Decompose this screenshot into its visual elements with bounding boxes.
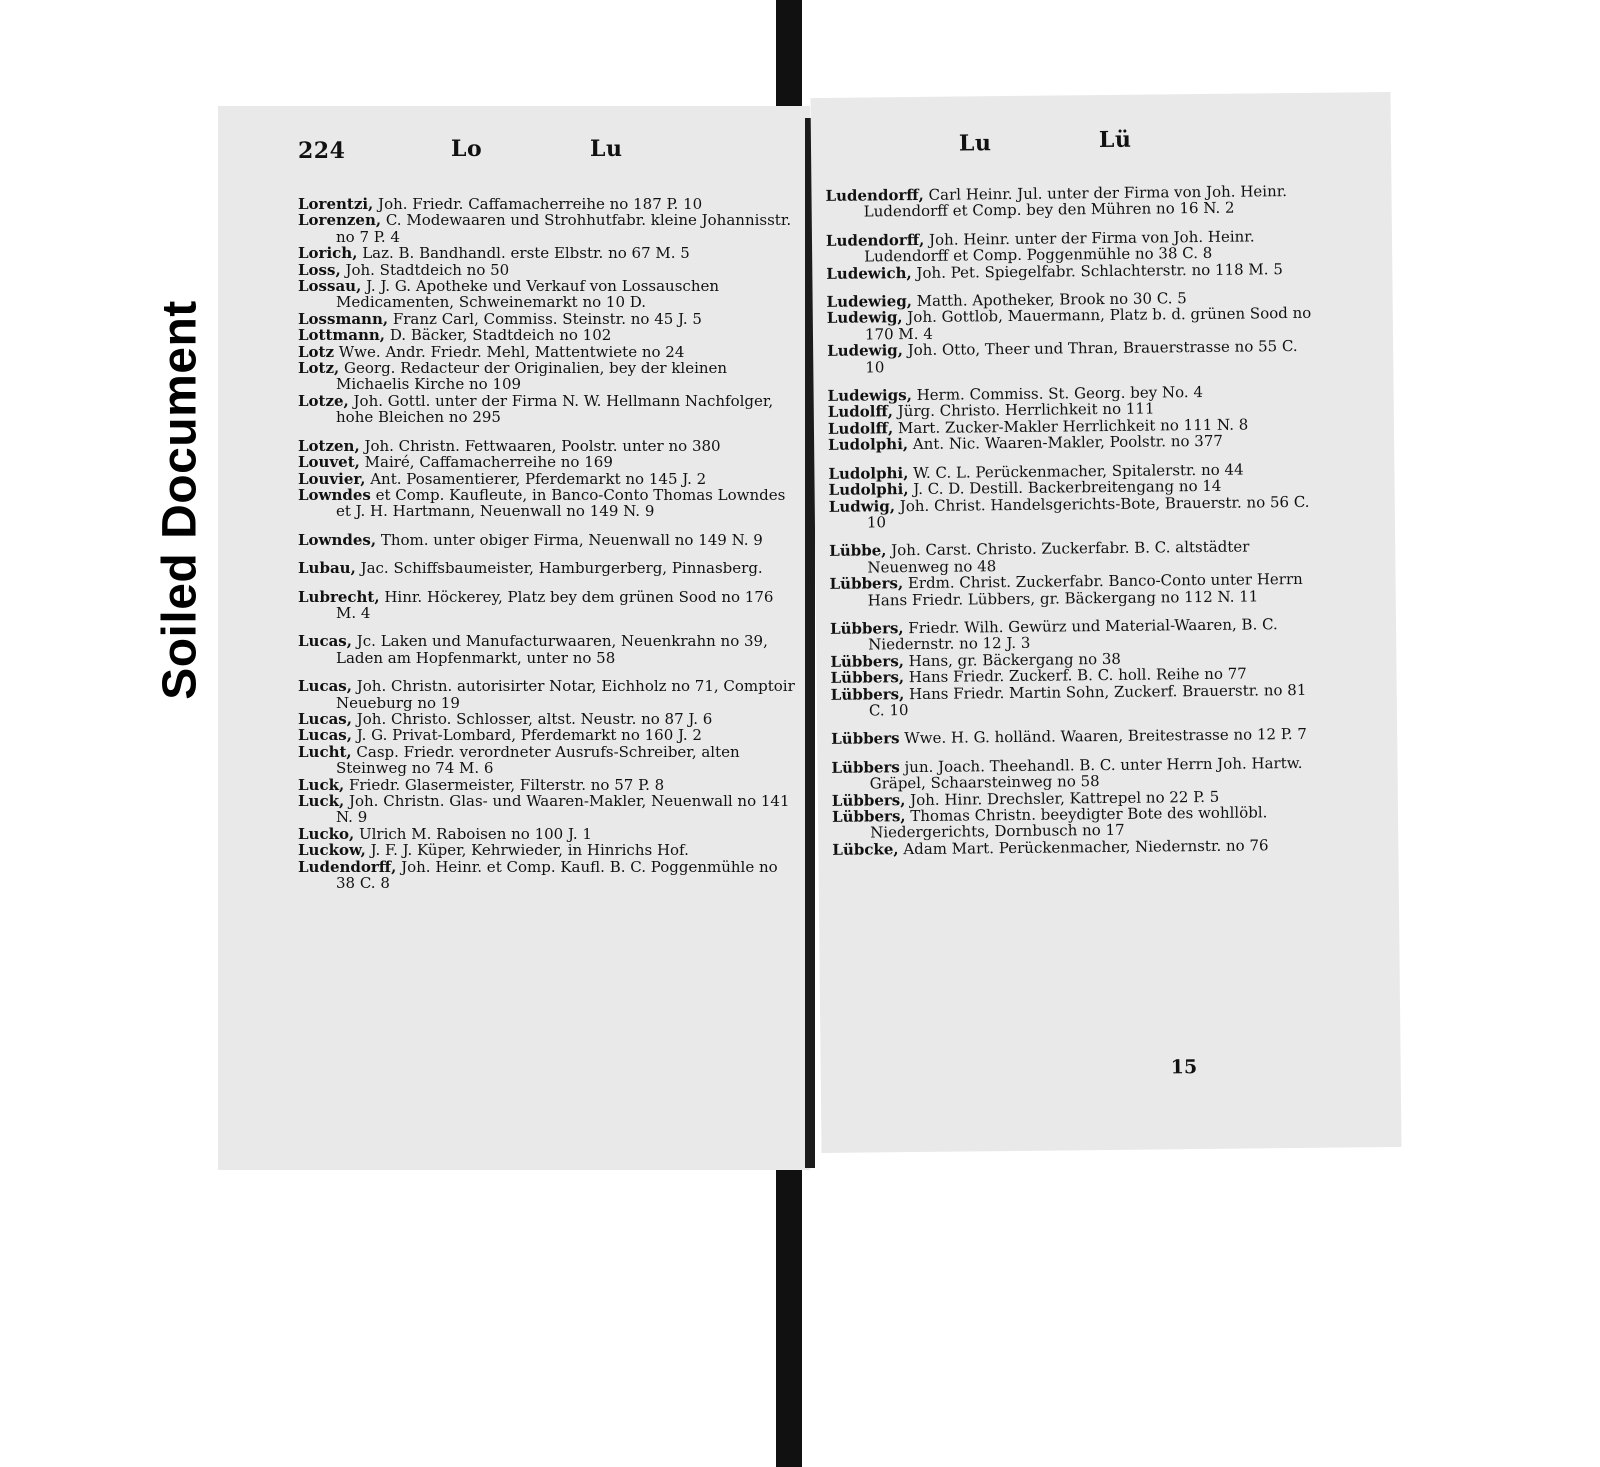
entry-surname: Lübbers, — [829, 574, 904, 594]
entry-details: Hans Friedr. Zuckerf. B. C. holl. Reihe no 77 — [904, 664, 1247, 687]
entry-surname: Lorentzi, — [298, 195, 374, 213]
entry-details: Joh. Carst. Christo. Zuckerfabr. B. C. altstädter Neuenweg no 48 — [867, 537, 1250, 577]
directory-entry — [298, 454, 796, 470]
entry-details: Joh. Christ. Handelsgerichts-Bote, Brauerstr. no 56 C. 10 — [866, 492, 1310, 532]
directory-entry — [298, 842, 796, 858]
entry-details: Joh. Gottlob, Mauermann, Platz b. d. grünen Sood no 170 M. 4 — [864, 304, 1312, 344]
entry-details: J. J. G. Apotheke und Verkauf von Lossauschen Medicamenten, Schweinemarkt no 10 D. — [336, 277, 720, 312]
entry-details: Ulrich M. Raboisen no 100 J. 1 — [354, 824, 592, 843]
entry-surname: Lübbers, — [830, 668, 905, 688]
entry-details: et Comp. Kaufleute, in Banco-Conto Thomas Lowndes et J. H. Hartmann, Neuenwall no 149 N. 9 — [336, 485, 786, 521]
left-page — [218, 106, 810, 1170]
directory-entry — [298, 744, 796, 777]
directory-entry — [298, 560, 796, 576]
entry-details: Jc. Laken und Manufacturwaaren, Neuenkrahn no 39, Laden am Hopfenmarkt, unter no 58 — [336, 632, 768, 667]
entry-details: Friedr. Glasermeister, Filterstr. no 57 P. 8 — [344, 775, 665, 794]
entry-details: Wwe. Andr. Friedr. Mehl, Mattentwiete no 24 — [334, 342, 685, 361]
signature-mark: 15 — [1170, 1056, 1198, 1079]
directory-entry — [829, 493, 1319, 531]
entry-details: Laz. B. Bandhandl. erste Elbstr. no 67 M. 5 — [357, 244, 690, 263]
directory-entry — [298, 262, 796, 278]
entry-details: D. Bäcker, Stadtdeich no 102 — [385, 326, 612, 345]
entry-details: Casp. Friedr. verordneter Ausrufs-Schreiber, alten Steinweg no 74 M. 6 — [336, 742, 740, 778]
entry-details: Joh. Stadtdeich no 50 — [340, 260, 510, 279]
entry-details: Carl Heinr. Jul. unter der Firma von Joh. Heinr. Ludendorff et Comp. bey den Mühren no 16 N. 2 — [863, 182, 1288, 221]
entry-surname: Lucas, — [298, 726, 352, 745]
entry-surname: Lübbers, — [831, 807, 906, 826]
directory-entry — [298, 360, 796, 393]
entry-details: Joh. Christo. Schlosser, altst. Neustr. no 87 J. 6 — [351, 709, 713, 728]
guide-word-first: Lo — [451, 136, 483, 162]
directory-entry — [298, 278, 796, 311]
directory-entry — [831, 726, 1321, 748]
entry-surname: Lucas, — [298, 632, 352, 651]
directory-entry — [831, 681, 1321, 719]
entry-details: Georg. Redacteur der Originalien, bey der kleinen Michaelis Kirche no 109 — [336, 359, 728, 394]
entry-surname: Ludewig, — [827, 341, 904, 361]
entry-surname: Ludolff, — [827, 402, 894, 422]
directory-entries — [298, 196, 796, 891]
directory-entry — [298, 711, 796, 727]
stamp-text: Soiled Document — [153, 300, 207, 700]
entry-details: Ant. Nic. Waaren-Makler, Poolstr. no 377 — [907, 432, 1223, 454]
directory-entry — [825, 183, 1315, 221]
entry-surname: Louvet, — [298, 453, 360, 472]
entry-details: Thomas Christn. beeydigter Bote des wohllöbl. Niedergerichts, Dornbusch no 17 — [870, 803, 1268, 842]
entry-surname: Lübbers, — [829, 619, 904, 638]
entry-surname: Luck, — [298, 792, 345, 810]
entry-surname: Lowndes, — [298, 530, 377, 549]
entry-surname: Ludwig, — [828, 496, 896, 516]
entry-details: Joh. Otto, Theer und Thran, Brauerstrasse no 55 C. 10 — [865, 337, 1298, 377]
entry-surname: Lübcke, — [832, 839, 899, 859]
entry-details: Joh. Heinr. et Comp. Kaufl. B. C. Poggenmühle no 38 C. 8 — [336, 857, 778, 893]
entry-surname: Lucas, — [298, 709, 352, 728]
directory-entry — [298, 826, 796, 842]
entry-surname: Lorenzen, — [298, 211, 382, 230]
binding-clip-top — [776, 0, 802, 118]
entry-surname: Lossmann, — [298, 309, 389, 328]
directory-entry — [298, 777, 796, 793]
entry-surname: Ludolphi, — [828, 435, 909, 455]
entry-surname: Lowndes — [298, 485, 371, 504]
entry-details: Joh. Christn. autorisirter Notar, Eichholz no 71, Comptoir Neueburg no 19 — [336, 677, 795, 712]
entry-details: Joh. Christn. Fettwaaren, Poolstr. unter no 380 — [359, 436, 721, 455]
entry-details: Matth. Apotheker, Brook no 30 C. 5 — [911, 289, 1187, 311]
entry-surname: Luckow, — [298, 841, 366, 860]
entry-details: Mart. Zucker-Makler Herrlichkeit no 111 N. 8 — [893, 415, 1249, 438]
entry-surname: Ludolff, — [827, 419, 894, 438]
directory-entry — [298, 344, 796, 360]
entry-details: Joh. Hinr. Drechsler, Kattrepel no 22 P. 5 — [905, 787, 1220, 809]
entry-details: Joh. Heinr. unter der Firma von Joh. Heinr. Ludendorff et Comp. Poggenmühle no 38 C. 8 — [864, 227, 1255, 266]
directory-entry — [831, 755, 1321, 793]
entry-details: J. C. D. Destill. Backerbreitengang no 14 — [908, 476, 1222, 499]
entry-surname: Luck, — [298, 775, 345, 794]
directory-entry — [298, 589, 796, 622]
entry-surname: Lübbers, — [831, 790, 906, 810]
entry-surname: Louvier, — [298, 469, 366, 488]
entry-details: Mairé, Caffamacherreihe no 169 — [359, 453, 613, 472]
entry-details: Joh. Friedr. Caffamacherreihe no 187 P. 10 — [373, 195, 703, 213]
entry-details: Thom. unter obiger Firma, Neuenwall no 149 N. 9 — [376, 530, 763, 549]
entry-details: W. C. L. Perückenmacher, Spitalerstr. no 44 — [908, 460, 1244, 482]
entry-details: C. Modewaaren und Strohhutfabr. kleine Johannisstr. no 7 P. 4 — [336, 211, 792, 246]
entry-surname: Lübbers, — [830, 684, 905, 704]
entry-surname: Lorich, — [298, 244, 358, 263]
entry-details: Joh. Gottl. unter der Firma N. W. Hellmann Nachfolger, hohe Bleichen no 295 — [336, 391, 774, 427]
directory-entry — [298, 311, 796, 327]
entry-surname: Ludolphi, — [828, 480, 909, 499]
directory-entry — [298, 212, 796, 245]
entry-details: Wwe. H. G. holländ. Waaren, Breitestrasse no 12 P. 7 — [899, 725, 1308, 748]
directory-entry — [298, 196, 796, 212]
directory-entry — [832, 837, 1322, 859]
directory-entry — [828, 432, 1318, 454]
entry-surname: Lubrecht, — [298, 587, 380, 606]
directory-entry — [298, 471, 796, 487]
directory-entry — [298, 532, 796, 548]
directory-entry — [829, 571, 1319, 609]
entry-details: J. F. J. Küper, Kehrwieder, in Hinrichs Hof. — [365, 841, 689, 860]
entry-details: Friedr. Wilh. Gewürz und Material-Waaren, B. C. Niedernstr. no 12 J. 3 — [868, 615, 1278, 654]
binding-clip-bottom — [776, 1168, 802, 1467]
directory-entry — [298, 327, 796, 343]
directory-entry — [298, 245, 796, 261]
entry-details: Hinr. Höckerey, Platz bey dem grünen Sood no 176 M. 4 — [336, 587, 774, 622]
directory-entry — [298, 438, 796, 454]
entry-surname: Lossau, — [298, 277, 362, 296]
directory-entry — [298, 727, 796, 743]
entry-surname: Lotzen, — [298, 436, 360, 455]
right-page — [810, 92, 1401, 1153]
entry-surname: Lotz — [298, 342, 334, 361]
entry-surname: Lucht, — [298, 742, 352, 761]
entry-surname: Ludewieg, — [826, 292, 913, 311]
entry-details: Jac. Schiffsbaumeister, Hamburgerberg, Pinnasberg. — [355, 559, 763, 578]
entry-details: Ant. Posamentierer, Pferdemarkt no 145 J. 2 — [365, 469, 707, 488]
entry-surname: Lucko, — [298, 824, 355, 843]
entry-surname: Lottmann, — [298, 326, 386, 345]
directory-entry — [826, 260, 1316, 282]
directory-entry — [298, 633, 796, 666]
entry-details: Hans, gr. Bäckergang no 38 — [903, 649, 1122, 670]
entry-details: jun. Joach. Theehandl. B. C. unter Herrn Joh. Hartw. Gräpel, Schaarsteinweg no 58 — [869, 753, 1303, 793]
entry-details: Joh. Christn. Glas- und Waaren-Makler, Neuenwall no 141 N. 9 — [336, 792, 790, 827]
entry-surname: Ludolphi, — [828, 463, 909, 483]
entry-surname: Lucas, — [298, 677, 352, 696]
guide-word-last: Lu — [590, 136, 623, 162]
directory-entry — [827, 338, 1317, 376]
entry-surname: Lübbers — [831, 729, 900, 749]
entry-surname: Lübbers, — [830, 651, 905, 671]
entry-surname: Ludendorff, — [825, 230, 925, 250]
entry-surname: Ludendorff, — [298, 857, 397, 876]
entry-surname: Ludewich, — [826, 263, 912, 283]
directory-entry — [298, 793, 796, 826]
entry-details: Erdm. Christ. Zuckerfabr. Banco-Conto unter Herrn Hans Friedr. Lübbers, gr. Bäckergang no 112 N. 11 — [867, 570, 1303, 610]
directory-entry — [298, 393, 796, 426]
directory-entry — [298, 859, 796, 892]
soiled-document-stamp — [150, 250, 210, 750]
entry-surname: Lubau, — [298, 559, 356, 578]
entry-surname: Ludendorff, — [825, 185, 924, 205]
guide-word-last: Lü — [1098, 126, 1132, 154]
entry-details: Hans Friedr. Martin Sohn, Zuckerf. Brauerstr. no 81 C. 10 — [868, 680, 1307, 720]
entry-surname: Loss, — [298, 260, 341, 279]
entry-surname: Lotz, — [298, 359, 340, 378]
entry-details: J. G. Privat-Lombard, Pferdemarkt no 160 J. 2 — [351, 726, 702, 745]
entry-surname: Lotze, — [298, 391, 349, 410]
entry-surname: Lübbers — [831, 757, 900, 777]
page-number: 224 — [298, 138, 346, 164]
entry-details: Franz Carl, Commiss. Steinstr. no 45 J. 5 — [388, 309, 702, 328]
entry-surname: Ludewigs, — [827, 386, 912, 405]
directory-entry — [298, 487, 796, 520]
directory-entry — [298, 678, 796, 711]
entry-details: Adam Mart. Perückenmacher, Niedernstr. no 76 — [898, 836, 1269, 858]
entry-surname: Lübbe, — [829, 541, 887, 561]
entry-details: Herm. Commiss. St. Georg. bey No. 4 — [911, 383, 1204, 405]
entry-surname: Ludewig, — [826, 308, 903, 328]
entry-details: Jürg. Christo. Herrlichkeit no 111 — [892, 399, 1155, 421]
guide-word-first: Lu — [958, 130, 992, 157]
entry-details: Joh. Pet. Spiegelfabr. Schlachterstr. no 118 M. 5 — [911, 259, 1283, 282]
directory-entry — [830, 616, 1320, 654]
directory-entries — [825, 183, 1322, 858]
